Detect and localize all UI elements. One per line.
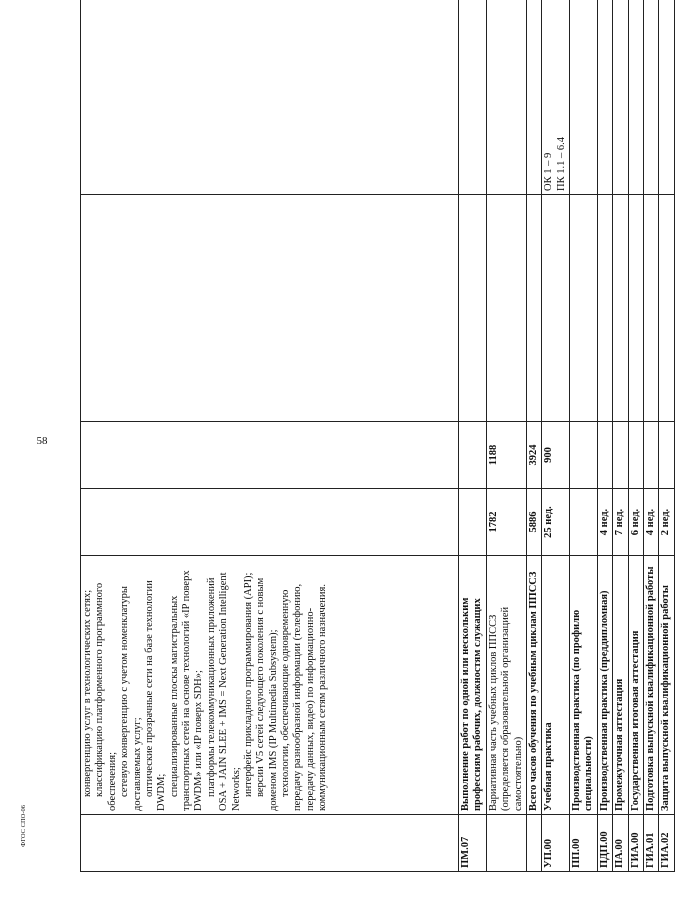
row-index-cell: ПМ.07	[459, 815, 487, 872]
row-session-cell	[570, 489, 598, 556]
session-cell	[81, 489, 459, 556]
table-row	[597, 0, 612, 872]
row-obligatory-cell	[643, 422, 658, 489]
table-row	[628, 0, 643, 872]
row-index-cell: УП.00	[542, 815, 570, 872]
row-index-cell: ПП.00	[570, 815, 598, 872]
row-name-cell: Учебная практика	[542, 556, 570, 815]
row-competencies-cell	[526, 0, 541, 195]
row-blank-cell	[597, 195, 612, 422]
content-paragraph: специализированные плоскы магистральных транспортных сетей на основе технологий «IP поверх DWDM» или «IP поверх SDH»;	[168, 570, 205, 811]
table-row	[459, 0, 487, 872]
row-name-cell: Вариативная часть учебных циклов ППССЗ (определяется образовательной организацией самостоятельно)	[486, 556, 526, 815]
row-blank-cell	[570, 195, 598, 422]
row-session-cell: 7 нед.	[613, 489, 628, 556]
row-obligatory-cell	[628, 422, 643, 489]
row-session-cell: 2 нед.	[659, 489, 674, 556]
row-obligatory-cell	[659, 422, 674, 489]
row-competencies-cell	[643, 0, 658, 195]
row-name-cell: Выполнение работ по одной или нескольким профессиям рабочих, должностям служащих	[459, 556, 487, 815]
obligatory-cell	[81, 422, 459, 489]
table-row	[542, 0, 570, 872]
row-competencies-cell	[459, 0, 487, 195]
row-session-cell: 1782	[486, 489, 526, 556]
row-obligatory-cell: 900	[542, 422, 570, 489]
table-row	[613, 0, 628, 872]
row-session-cell: 4 нед.	[643, 489, 658, 556]
content-paragraph: интерфейс прикладного программирования (API);	[242, 572, 254, 797]
table-row-content	[81, 0, 459, 872]
row-competencies-cell	[570, 0, 598, 195]
content-paragraph: платформы телекоммуникационных приложений OSA + JAIN SLEE + IMS = Next Generation Intelligent Networks;	[205, 572, 242, 811]
row-session-cell: 5886	[526, 489, 541, 556]
table-row	[643, 0, 658, 872]
row-competencies-cell: ОК 1 – 9 ПК 1.1 – 6.4	[542, 0, 570, 195]
row-name-cell: Защита выпускной квалификационной работы	[659, 556, 674, 815]
row-competencies-cell	[486, 0, 526, 195]
row-index-cell: ПА.00	[613, 815, 628, 872]
row-name-cell: Промежуточная аттестация	[613, 556, 628, 815]
curriculum-table	[80, 0, 675, 872]
row-name-cell: Производственная практика (преддипломная)	[597, 556, 612, 815]
content-paragraph: классификацию платформенного программного обеспечения;	[94, 582, 118, 811]
row-blank-cell	[643, 195, 658, 422]
row-competencies-cell	[628, 0, 643, 195]
row-competencies-cell	[597, 0, 612, 195]
row-blank-cell	[613, 195, 628, 422]
row-blank-cell	[526, 195, 541, 422]
row-obligatory-cell: 1188	[486, 422, 526, 489]
row-session-cell: 4 нед.	[597, 489, 612, 556]
row-obligatory-cell	[613, 422, 628, 489]
row-obligatory-cell: 3924	[526, 422, 541, 489]
row-blank-cell	[486, 195, 526, 422]
footer-label: ФГОС СПО-06	[20, 805, 27, 847]
row-name-cell: Государственная итоговая аттестация	[628, 556, 643, 815]
competencies-cell	[81, 0, 459, 195]
content-paragraph: технологии, обеспечивающие одновременную передачу разнообразной информации (телефонию, передачу данных, видео) по информационно-коммуникационным сетям различного назначения.	[280, 583, 329, 811]
page-number: 58	[36, 435, 48, 447]
table-row	[526, 0, 541, 872]
content-paragraph: оптические прозрачные сети на базе технологии DWDM;	[143, 580, 168, 811]
row-blank-cell	[659, 195, 674, 422]
row-index-cell: ГИА.02	[659, 815, 674, 872]
row-index-cell: ГИА.00	[628, 815, 643, 872]
row-competencies-cell	[613, 0, 628, 195]
index-cell	[81, 815, 459, 872]
row-competencies-cell	[659, 0, 674, 195]
row-obligatory-cell	[597, 422, 612, 489]
row-index-cell	[486, 815, 526, 872]
table-row	[570, 0, 598, 872]
content-paragraph: версии V5 сетей следующего поколения с новым доменом IMS (IP Multimedia Subsystem);	[255, 577, 279, 811]
row-name-cell: Всего часов обучения по учебным циклам ППССЗ	[526, 556, 541, 815]
row-index-cell: ПДП.00	[597, 815, 612, 872]
row-index-cell	[526, 815, 541, 872]
row-blank-cell	[542, 195, 570, 422]
row-name-cell: Подготовка выпускной квалификационной работы	[643, 556, 658, 815]
row-obligatory-cell	[459, 422, 487, 489]
content-cell	[81, 556, 459, 815]
row-obligatory-cell	[570, 422, 598, 489]
row-index-cell: ГИА.01	[643, 815, 658, 872]
row-session-cell: 25 нед.	[542, 489, 570, 556]
row-blank-cell	[628, 195, 643, 422]
curriculum-table-rotated	[80, 20, 672, 872]
table-row	[659, 0, 674, 872]
content-paragraph: конвергенцию услуг в технологических сетях;	[82, 589, 93, 797]
row-blank-cell	[459, 195, 487, 422]
table-row	[486, 0, 526, 872]
blank-cell	[81, 195, 459, 422]
row-name-cell: Производственная практика (по профилю специальности)	[570, 556, 598, 815]
row-session-cell	[459, 489, 487, 556]
content-paragraph: сетевую конвергенцию с учетом номенклатуры доставляемых услуг;	[119, 586, 143, 811]
row-session-cell: 6 нед.	[628, 489, 643, 556]
